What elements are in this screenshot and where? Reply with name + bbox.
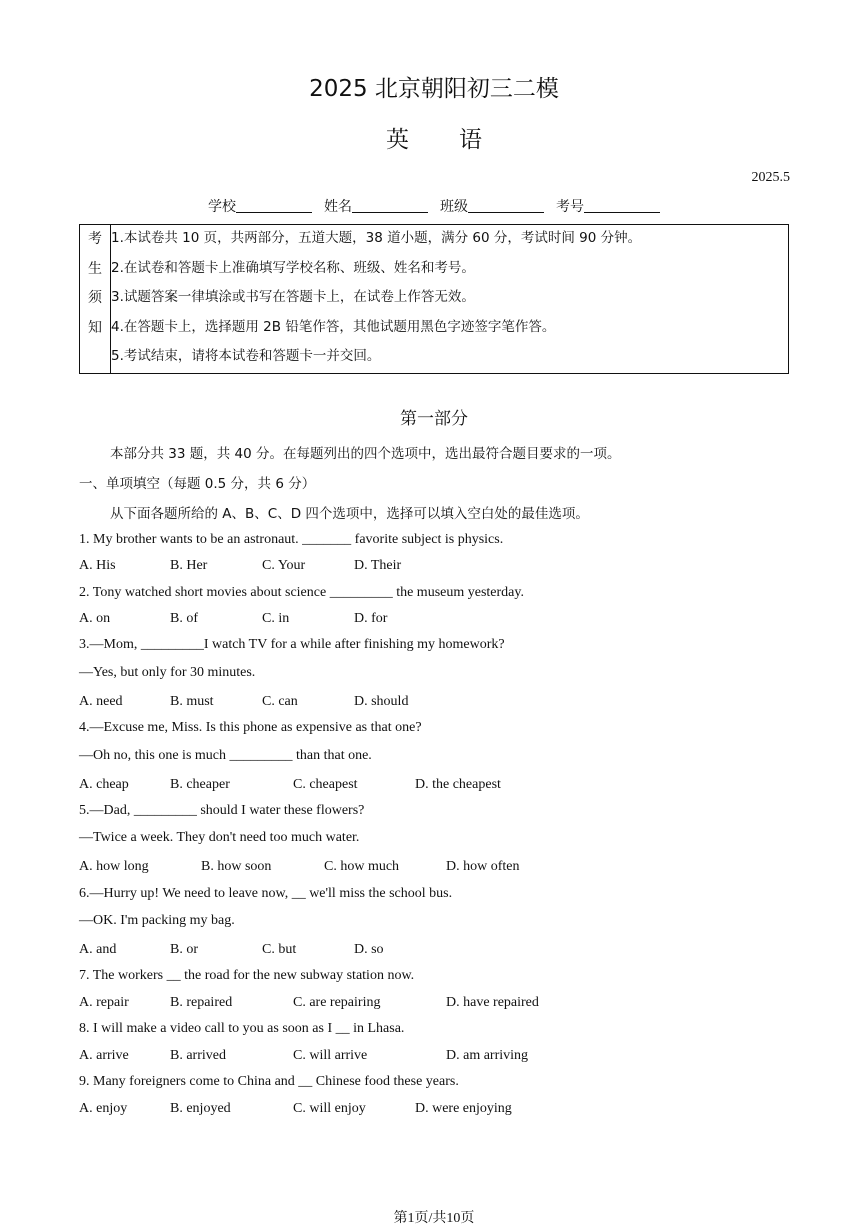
answer-option[interactable]: D. have repaired — [446, 995, 539, 1010]
info-label-class: 班级 — [440, 199, 468, 215]
notice-heading-char: 须 — [88, 290, 102, 307]
notice-heading-char: 生 — [88, 260, 102, 277]
examno-blank — [584, 198, 660, 213]
answer-option[interactable]: C. will enjoy — [293, 1101, 366, 1116]
info-label-school: 学校 — [208, 199, 236, 215]
answer-option[interactable]: C. in — [262, 611, 290, 626]
section-instruction: 从下面各题所给的 A、B、C、D 四个选项中，选择可以填入空白处的最佳选项。 — [110, 506, 589, 522]
school-blank — [236, 198, 312, 213]
notice-rule: 1.本试卷共 10 页，共两部分，五道大题，38 道小题，满分 60 分，考试时间 90 分钟。 — [111, 230, 642, 246]
answer-option[interactable]: A. cheap — [79, 777, 129, 792]
question-stem: 3.—Mom, _________I watch TV for a while after finishing my homework? — [79, 637, 505, 652]
answer-option[interactable]: C. are repairing — [293, 995, 381, 1010]
answer-option[interactable]: B. or — [170, 942, 198, 957]
question-stem: 2. Tony watched short movies about science _________ the museum yesterday. — [79, 585, 524, 600]
notice-rule: 4.在答题卡上，选择题用 2B 铅笔作答，其他试题用黑色字迹签字笔作答。 — [111, 318, 556, 335]
answer-option[interactable]: A. on — [79, 611, 111, 626]
answer-option[interactable]: C. can — [262, 694, 298, 709]
answer-option[interactable]: C. will arrive — [293, 1048, 368, 1063]
answer-option[interactable]: D. am arriving — [446, 1048, 529, 1063]
answer-option[interactable]: B. repaired — [170, 995, 233, 1010]
notice-rule: 3.试题答案一律填涂或书写在答题卡上，在试卷上作答无效。 — [111, 289, 475, 306]
notice-heading-char: 考 — [88, 231, 102, 247]
subject-title — [0, 121, 868, 154]
answer-option[interactable]: A. how long — [79, 859, 149, 874]
answer-option[interactable]: B. how soon — [201, 859, 272, 874]
answer-option[interactable]: D. for — [354, 611, 388, 626]
answer-option[interactable]: A. His — [79, 558, 116, 573]
answer-option[interactable]: B. arrived — [170, 1048, 226, 1063]
question-stem: 1. My brother wants to be an astronaut. _______ favorite subject is physics. — [79, 532, 504, 547]
dialogue-line: —OK. I'm packing my bag. — [79, 913, 235, 928]
answer-option[interactable]: C. cheapest — [293, 777, 358, 792]
answer-option[interactable]: C. how much — [324, 859, 400, 874]
notice-box — [79, 224, 789, 374]
answer-option[interactable]: B. enjoyed — [170, 1101, 231, 1116]
answer-option[interactable]: A. enjoy — [79, 1101, 128, 1116]
answer-option[interactable]: C. Your — [262, 558, 306, 573]
question-stem: 9. Many foreigners come to China and __ Chinese food these years. — [79, 1074, 459, 1089]
dialogue-line: —Oh no, this one is much _________ than that one. — [79, 748, 372, 763]
question-stem: 8. I will make a video call to you as soon as I __ in Lhasa. — [79, 1021, 405, 1036]
part-intro: 本部分共 33 题，共 40 分。在每题列出的四个选项中，选出最符合题目要求的一项。 — [110, 446, 621, 462]
answer-option[interactable]: D. so — [354, 942, 384, 957]
student-info-line — [0, 196, 868, 216]
question-stem: 7. The workers __ the road for the new subway station now. — [79, 968, 415, 983]
section-title: 一、单项填空（每题 0.5 分，共 6 分） — [79, 476, 316, 492]
exam-date: 2025.5 — [751, 170, 790, 185]
info-label-examno: 考号 — [556, 199, 584, 215]
answer-option[interactable]: A. and — [79, 942, 117, 957]
dialogue-line: —Yes, but only for 30 minutes. — [79, 665, 256, 680]
answer-option[interactable]: A. need — [79, 694, 123, 709]
notice-rules — [111, 225, 788, 373]
answer-option[interactable]: A. repair — [79, 995, 129, 1010]
answer-option[interactable]: D. Their — [354, 558, 402, 573]
answer-option[interactable]: D. the cheapest — [415, 777, 501, 792]
question-stem: 6.—Hurry up! We need to leave now, __ we'll miss the school bus. — [79, 886, 453, 901]
notice-rule: 2.在试卷和答题卡上准确填写学校名称、班级、姓名和考号。 — [111, 259, 475, 276]
question-stem: 5.—Dad, _________ should I water these flowers? — [79, 803, 365, 818]
answer-option[interactable]: B. cheaper — [170, 777, 230, 792]
notice-heading-char: 知 — [88, 319, 102, 336]
answer-option[interactable]: C. but — [262, 942, 297, 957]
notice-heading — [80, 225, 111, 373]
question-stem: 4.—Excuse me, Miss. Is this phone as expensive as that one? — [79, 720, 422, 735]
answer-option[interactable]: D. how often — [446, 859, 520, 874]
answer-option[interactable]: B. Her — [170, 558, 208, 573]
subject-char-2: 语 — [459, 127, 482, 153]
info-label-name: 姓名 — [324, 199, 352, 215]
notice-rule: 5.考试结束，请将本试卷和答题卡一并交回。 — [111, 348, 381, 365]
page-number: 第1页/共10页 — [393, 1211, 475, 1226]
answer-option[interactable]: B. of — [170, 611, 198, 626]
part-title: 第一部分 — [400, 409, 468, 429]
exam-title: 2025 北京朝阳初三二模 — [309, 76, 559, 102]
answer-option[interactable]: D. should — [354, 694, 409, 709]
dialogue-line: —Twice a week. They don't need too much water. — [79, 830, 360, 845]
subject-char-1: 英 — [386, 127, 409, 153]
answer-option[interactable]: B. must — [170, 694, 214, 709]
answer-option[interactable]: D. were enjoying — [415, 1101, 512, 1116]
answer-option[interactable]: A. arrive — [79, 1048, 129, 1063]
class-blank — [468, 198, 544, 213]
name-blank — [352, 198, 428, 213]
